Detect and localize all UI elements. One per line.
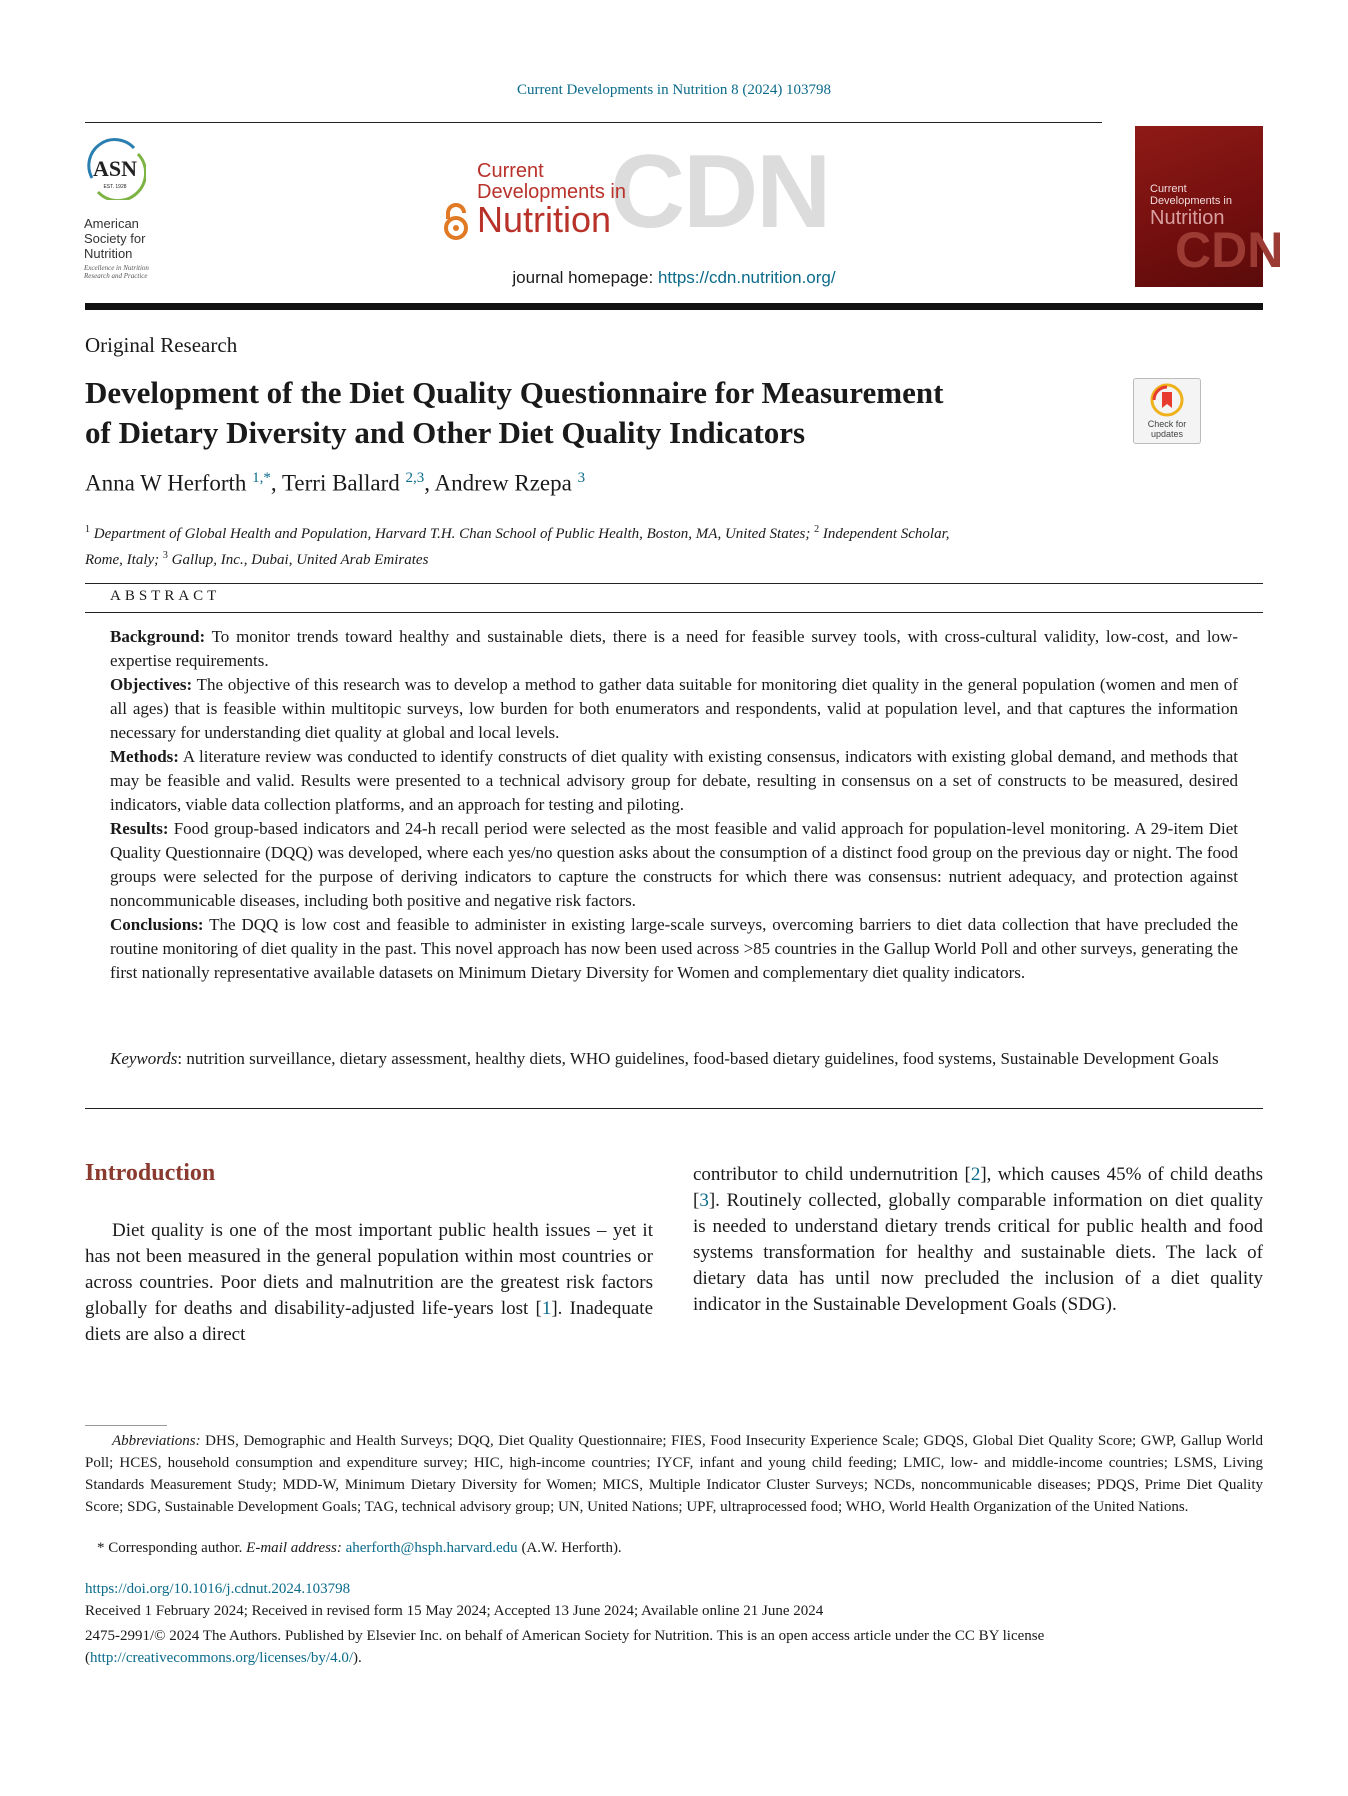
author-list: Anna W Herforth $^{1,*}$, Terri Ballard $^{2,3}$, Andrew Rzepa $^3$ bbox=[85, 470, 586, 496]
affiliation-2: Independent Scholar, bbox=[819, 526, 950, 542]
abbreviations-label: Abbreviations: bbox=[112, 1433, 201, 1449]
corresponding-author-text: * Corresponding author. bbox=[97, 1540, 247, 1556]
running-head-text: Current Developments in Nutrition 8 (2024) 103798 bbox=[516, 82, 832, 98]
abstract-label: Objectives: bbox=[110, 675, 193, 694]
journal-cover-image[interactable] bbox=[1135, 126, 1284, 287]
abstract-background bbox=[110, 625, 1238, 673]
article-dates: Received 1 February 2024; Received in revised form 15 May 2024; Accepted 13 June 2024; Available online 21 June 2024 bbox=[85, 1603, 824, 1619]
abstract-label: Conclusions: bbox=[110, 915, 204, 934]
journal-logo-watermark: CDN bbox=[610, 134, 830, 250]
author-name: Andrew Rzepa bbox=[434, 470, 578, 496]
affiliation-3: Gallup, Inc., Dubai, United Arab Emirates bbox=[167, 552, 429, 568]
footnote-rule bbox=[85, 1425, 167, 1426]
abstract-methods bbox=[110, 745, 1238, 817]
author-affiliation-link[interactable]: 2,3 bbox=[405, 470, 425, 486]
abstract-results bbox=[110, 817, 1238, 913]
check-updates-line1: Check for bbox=[1147, 419, 1187, 429]
abstract-text: The DQQ is low cost and feasible to administer in existing large-scale surveys, overcoming barriers to diet data collection that have precluded the routine monitoring of diet quality in the past. This novel approach has now been used across >85 countries in the Gallup World Poll and other surveys, generating the first nationally representative available datasets on Minimum Dietary Diversity for Women and complementary diet quality indicators. bbox=[110, 915, 1238, 982]
asn-tagline: Excellence in Nutrition Research and Practice bbox=[84, 264, 149, 280]
email-link[interactable]: aherforth@hsph.harvard.edu bbox=[345, 1540, 518, 1556]
bookmark-icon bbox=[1150, 383, 1184, 417]
author-name: Terri Ballard bbox=[281, 470, 406, 496]
cover-title-line3: Nutrition bbox=[1150, 207, 1225, 229]
journal-logo-line3: Nutrition bbox=[477, 199, 612, 240]
abstract-rule-bottom bbox=[85, 1108, 1263, 1109]
affiliation-marker: 2 bbox=[814, 524, 820, 535]
journal-logo-line1: Current bbox=[477, 160, 544, 182]
homepage-link[interactable]: https://cdn.nutrition.org/ bbox=[657, 268, 836, 287]
reference-link[interactable]: 3 bbox=[699, 1190, 709, 1211]
asn-name bbox=[84, 216, 145, 261]
abstract-heading: ABSTRACT bbox=[110, 588, 221, 604]
body-text: ], which causes 45% of child deaths [ bbox=[693, 1164, 1263, 1211]
abbreviations-footnote bbox=[85, 1430, 1263, 1518]
keywords-text: : nutrition surveillance, dietary assessment, healthy diets, WHO guidelines, food-based dietary guidelines, food systems, Sustainable Development Goals bbox=[177, 1049, 1219, 1068]
license-statement bbox=[85, 1625, 1263, 1669]
license-text: 2475-2991/© 2024 The Authors. Published by Elsevier Inc. on behalf of American Society for Nutrition. This is an open access article under the CC BY license ( bbox=[85, 1628, 1045, 1666]
journal-logo-line2: Developments in bbox=[477, 181, 626, 203]
abstract-text: The objective of this research was to develop a method to gather data suitable for monitoring diet quality in the general population (women and men of all ages) that is feasible within multitopic surveys, low burden for both enumerators and respondents, valid at population level, and that captures the information necessary for understanding diet quality at global and local levels. bbox=[110, 675, 1238, 742]
license-link[interactable]: http://creativecommons.org/licenses/by/4.0/ bbox=[90, 1650, 354, 1666]
keywords bbox=[110, 1047, 1238, 1071]
affiliation-1: Department of Global Health and Population, Harvard T.H. Chan School of Public Health, Boston, MA, United States; bbox=[90, 526, 815, 542]
abstract-label: Methods: bbox=[110, 747, 179, 766]
author-affiliation-link[interactable]: 3 bbox=[577, 470, 586, 486]
abstract-text: A literature review was conducted to identify constructs of diet quality with existing consensus, indicators with existing global demand, and methods that may be feasible and valid. Results were presented to a technical advisory group for debate, resulting in consensus on a set of constructs to be measured, desired indicators, viable data collection platforms, and an approach for testing and piloting. bbox=[110, 747, 1238, 814]
abstract-rule-top bbox=[85, 583, 1263, 584]
corresponding-author-name: (A.W. Herforth). bbox=[517, 1540, 622, 1556]
body-text: contributor to child undernutrition [ bbox=[693, 1164, 971, 1185]
abstract-body bbox=[110, 625, 1238, 985]
title-line2: of Dietary Diversity and Other Diet Quality Indicators bbox=[85, 415, 806, 450]
cover-title-line1: Current bbox=[1150, 183, 1187, 195]
abstract-label: Background: bbox=[110, 627, 206, 646]
asn-mark-text: ASN bbox=[92, 156, 138, 181]
reference-link[interactable]: 2 bbox=[970, 1164, 981, 1185]
introduction-paragraph-left bbox=[85, 1218, 653, 1348]
asn-name-line2: Society for bbox=[84, 231, 146, 246]
open-access-icon bbox=[440, 201, 472, 241]
check-for-updates-label bbox=[1134, 419, 1200, 439]
affiliation-marker: 1 bbox=[85, 524, 90, 535]
abstract-label: Results: bbox=[110, 819, 169, 838]
abstract-objectives bbox=[110, 673, 1238, 745]
abbreviations-text: DHS, Demographic and Health Surveys; DQQ, Diet Quality Questionnaire; FIES, Food Insecurity Experience Scale; GDQS, Global Diet Quality Score; GWP, Gallup World Poll; HCES, household consumption and expenditure survey; HIC, high-income countries; IYCF, infant and young child feeding; LMIC, low- and middle-income countries; LSMS, Living Standards Measurement Study; MDD-W, Minimum Dietary Diversity for Women; MICS, Multiple Indicator Cluster Surveys; NCDs, noncommunicable diseases; PDQS, Prime Diet Quality Score; SDG, Sustainable Development Goals; TAG, technical advisory group; UN, United Nations; UPF, ultraprocessed food; WHO, World Health Organization of the United Nations. bbox=[85, 1433, 1263, 1515]
introduction-paragraph-right bbox=[693, 1162, 1263, 1318]
asn-name-line1: American bbox=[84, 216, 139, 231]
body-text: ]. Inadequate diets are also a direct bbox=[85, 1298, 653, 1345]
asn-emblem-icon bbox=[84, 138, 146, 200]
abstract-conclusions bbox=[110, 913, 1238, 985]
abstract-text: Food group-based indicators and 24-h recall period were selected as the most feasible and valid approach for population-level monitoring. A 29-item Diet Quality Questionnaire (DQQ) was developed, where each yes/no question asks about the consumption of a distinct food group on the previous day or night. The food groups were selected for the purpose of deriving indicators to capture the constructs for which there was consensus: nutrient adequacy, and protection against noncommunicable diseases, including both positive and negative risk factors. bbox=[110, 819, 1238, 910]
email-label: E-mail address: bbox=[246, 1540, 342, 1556]
doi-link[interactable]: https://doi.org/10.1016/j.cdnut.2024.103798 bbox=[85, 1581, 351, 1597]
cover-title-line2: Developments in bbox=[1150, 195, 1232, 207]
license-text-end: ). bbox=[353, 1650, 362, 1666]
affiliation-marker: 3 bbox=[162, 550, 168, 561]
affiliation-2-cont: Rome, Italy; bbox=[85, 552, 163, 568]
abstract-text: To monitor trends toward healthy and sustainable diets, there is a need for feasible survey tools, with cross-cultural validity, low-cost, and low-expertise requirements. bbox=[110, 627, 1238, 670]
cover-watermark: CDN bbox=[1175, 222, 1284, 278]
journal-logo bbox=[440, 134, 860, 250]
author-affiliation-link[interactable]: 1,* bbox=[252, 470, 271, 486]
abstract-rule-mid bbox=[85, 612, 1263, 613]
introduction-heading: Introduction bbox=[85, 1160, 216, 1186]
author-name: Anna W Herforth bbox=[85, 470, 253, 496]
check-for-updates-button[interactable] bbox=[1133, 378, 1201, 444]
asn-est-text: EST. 1928 bbox=[103, 184, 127, 190]
reference-link[interactable]: 1 bbox=[541, 1298, 552, 1319]
body-text: ]. Routinely collected, globally comparable information on diet quality is needed to understand dietary trends critical for public health and food systems transformation for healthy and sustainable diets. The lack of dietary data has until now precluded the inclusion of a diet quality indicator in the Sustainable Development Goals (SDG). bbox=[693, 1190, 1263, 1315]
body-text: Diet quality is one of the most important public health issues – yet it has not been measured in the general population within most countries or across countries. Poor diets and malnutrition are the greatest risk factors globally for deaths and disability-adjusted life-years lost [ bbox=[85, 1220, 653, 1319]
keywords-label: Keywords bbox=[110, 1049, 178, 1068]
homepage-label: journal homepage: bbox=[512, 268, 658, 287]
title-line1: Development of the Diet Quality Questionnaire for Measurement bbox=[85, 375, 944, 410]
corresponding-author bbox=[97, 1540, 622, 1557]
article-title bbox=[85, 373, 1085, 453]
affiliations bbox=[85, 519, 1125, 571]
masthead-rule bbox=[85, 303, 1263, 310]
check-updates-line2: updates bbox=[1150, 429, 1184, 439]
article-type: Original Research bbox=[85, 333, 238, 357]
running-head[interactable] bbox=[0, 82, 1348, 99]
header-rule bbox=[85, 122, 1102, 123]
asn-name-line3: Nutrition bbox=[84, 246, 133, 261]
